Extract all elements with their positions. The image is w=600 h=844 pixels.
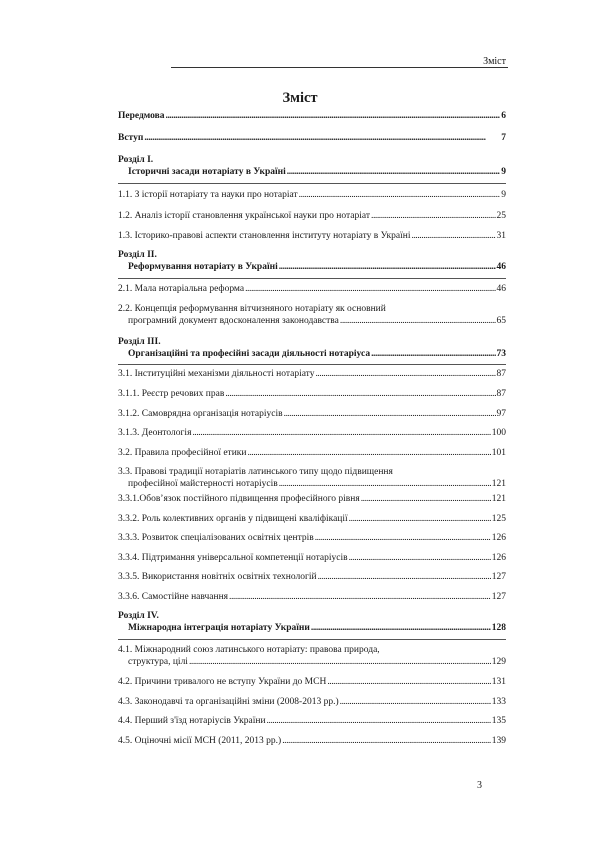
toc-entry-page: 121 [491,494,506,504]
toc-entry [118,493,506,505]
dot-leader [327,676,490,688]
dot-leader [245,283,495,295]
toc-entry-title: Історичні засади нотаріату в Україні [128,167,286,177]
toc-entry-page: 87 [496,389,506,399]
toc-entry-page: 121 [491,479,506,489]
toc-entry-page: 131 [491,677,506,687]
toc-entry-page: 100 [491,428,506,438]
toc-entry-page: 101 [491,448,506,458]
dot-leader [279,261,496,273]
toc-entry [118,189,506,201]
toc-entry-page: 9 [501,167,506,177]
toc-entry-title: 3.1. Інституційні механізми діяльності нотаріату [118,369,315,379]
toc-entry [118,715,506,727]
toc-entry-page: 126 [491,553,506,563]
toc-entry [118,249,506,273]
toc-entry-title: 3.1.2. Самоврядна організація нотаріусів [118,409,283,419]
toc-entry [118,532,506,544]
toc-entry-title: 3.3.3. Розвиток спеціалізованих освітніх центрів [118,533,314,543]
toc-entry [118,552,506,564]
toc-entry-page: 139 [491,736,506,746]
toc-entry [118,283,506,295]
toc-entry-page: 126 [491,533,506,543]
dot-leader [189,656,491,668]
dot-leader [284,408,496,420]
toc-entry-line [118,656,506,668]
toc-entry-title: 3.1.1. Реєстр речових прав [118,389,225,399]
toc-entry-line [118,715,506,727]
toc-entry-title: професійної майстерності нотаріусів [128,479,278,489]
toc-entry-line [118,210,506,222]
toc-entry-line [118,532,506,544]
toc-entry [118,513,506,525]
toc-entry-page: 25 [496,211,506,221]
toc-entry-title: 4.2. Причини тривалого не вступу України до МСН [118,677,327,687]
toc-entry-title: 3.3.1.Обов’язок постійного підвищення професійного рівня [118,494,360,504]
running-header-title: Зміст [483,56,506,67]
toc-entry [118,571,506,583]
chapter-label: Розділ І. [118,155,154,165]
toc-entry-title: Вступ [118,133,144,143]
toc-entry [118,696,506,708]
toc-entry [118,427,506,439]
toc-entry-page: 73 [496,349,506,359]
toc-entry-page: 125 [491,514,506,524]
toc-entry-title: 3.2. Правила професійної етики [118,448,247,458]
toc-entry [118,388,506,400]
dot-leader [412,230,496,242]
toc-entry-page: 129 [491,657,506,667]
toc-entry-page: 65 [496,316,506,326]
toc-entry-page: 127 [491,572,506,582]
toc-entry-first-line: 3.3. Правові традиції нотаріатів латинського типу щодо підвищення [118,467,393,477]
toc-entry-title: Реформування нотаріату в Україні [128,262,278,272]
toc-entry-first-line: 2.2. Концепція реформування вітчизняного нотаріату як основний [118,304,386,314]
toc-entry-title: 4.5. Оціночні місії МСН (2011, 2013 рр.) [118,736,282,746]
toc-entry [118,230,506,242]
toc-entry [118,610,506,634]
chapter-label: Розділ IV. [118,611,159,621]
toc-entry-title: 3.1.3. Деонтологія [118,428,192,438]
dot-leader [299,189,501,201]
toc-entry-title: 3.3.4. Підтримання універсальної компетенції нотаріусів [118,553,348,563]
toc-entry-title: 3.3.2. Роль колективних органів у підвищені кваліфікації [118,514,348,524]
toc-entry-title: Передмова [118,111,165,121]
toc-entry-page: 128 [491,623,506,633]
toc-entry [118,447,506,459]
toc-entry-line [118,552,506,564]
toc-entry [118,408,506,420]
dot-leader [349,513,491,525]
toc-entry-title: 3.3.5. Використання новітніх освітніх технологій [118,572,317,582]
toc-entry-line [118,110,506,122]
chapter-rule [118,183,506,184]
toc-entry [118,591,506,603]
toc-entry [118,210,506,222]
toc-entry-line [118,513,506,525]
dot-leader [340,696,491,708]
toc-entry-page: 7 [501,133,506,143]
toc-entry [118,368,506,380]
dot-leader [282,735,491,747]
toc-entry [118,303,506,327]
toc-entry-line [118,676,506,688]
toc-entry-line [118,427,506,439]
toc-entry-page: 9 [501,190,506,200]
dot-leader [166,110,501,122]
chapter-label: Розділ ІІІ. [118,337,161,347]
toc-entry-line [118,591,506,603]
toc-entry-title: структура, цілі [128,657,188,667]
dot-leader [279,478,491,490]
toc-entry-page: 46 [496,262,506,272]
toc-entry-title: Організаційні та професійні засади діяльності нотаріуса [128,349,371,359]
toc-entry-line [118,261,506,273]
toc-entry [118,110,506,122]
toc-entry-line [118,696,506,708]
toc-entry-first-line: 4.1. Міжнародний союз латинського нотаріату: правова природа, [118,645,380,655]
toc-entry-line [118,478,506,490]
toc-entry [118,676,506,688]
toc-entry-page: 6 [501,111,506,121]
dot-leader [315,368,495,380]
toc-entry-title: 4.4. Перший з'їзд нотаріусів України [118,716,266,726]
toc-title: Зміст [282,90,318,106]
toc-entry-line [118,368,506,380]
toc-entry-line [118,230,506,242]
toc-entry-line [118,388,506,400]
toc-entry [118,154,506,178]
toc-entry-line [118,493,506,505]
toc-entry-title: 2.1. Мала нотаріальна реформа [118,284,245,294]
toc-entry-line [118,571,506,583]
toc-entry-title: програмний документ вдосконалення законодавства [128,316,339,326]
toc-entry-line [118,315,506,327]
toc-entry-title: 1.3. Історико-правові аспекти становлення інституту нотаріату в Україні [118,231,411,241]
toc-entry [118,336,506,360]
toc-entry-line [118,132,506,144]
dot-leader [315,532,491,544]
toc-entry [118,466,506,490]
dot-leader [192,427,490,439]
toc-entry-title: Міжнародна інтеграція нотаріату України [128,623,310,633]
toc-entry-page: 135 [491,716,506,726]
chapter-rule [118,278,506,279]
toc-entry-title: 1.1. З історії нотаріату та науки про нотаріат [118,190,298,200]
dot-leader [225,388,495,400]
dot-leader [287,166,500,178]
dot-leader [311,622,491,634]
page-number: 3 [477,780,482,791]
toc-entry [118,644,506,668]
dot-leader [349,552,491,564]
chapter-rule [118,364,506,365]
dot-leader [248,447,491,459]
dot-leader [229,591,491,603]
header-rule [171,67,508,68]
dot-leader [361,493,491,505]
dot-leader [340,315,496,327]
chapter-label: Розділ ІІ. [118,250,157,260]
toc-entry-page: 127 [491,592,506,602]
toc-entry-title: 4.3. Законодавчі та організаційні зміни (2008-2013 рр.) [118,697,339,707]
toc-entry-page: 46 [496,284,506,294]
dot-leader [318,571,491,583]
dot-leader [371,348,495,360]
dot-leader [267,715,491,727]
toc-entry-line [118,166,506,178]
toc-entry-page: 97 [496,409,506,419]
toc-entry-line [118,408,506,420]
dot-leader [371,210,496,222]
toc-entry-line [118,447,506,459]
toc-entry-title: 3.3.6. Самостійне навчання [118,592,229,602]
toc-entry-page: 31 [496,231,506,241]
toc-entry-line [118,283,506,295]
toc-entry-title: 1.2. Аналіз історії становлення української науки про нотаріат [118,211,370,221]
toc-entry [118,132,506,144]
toc-entry-line [118,348,506,360]
toc-entry-line [118,189,506,201]
toc-entry-page: 133 [491,697,506,707]
toc-entry-line [118,622,506,634]
toc-entry-line [118,735,506,747]
chapter-rule [118,639,506,640]
toc-entry-page: 87 [496,369,506,379]
dot-leader [144,132,500,144]
toc-entry [118,735,506,747]
